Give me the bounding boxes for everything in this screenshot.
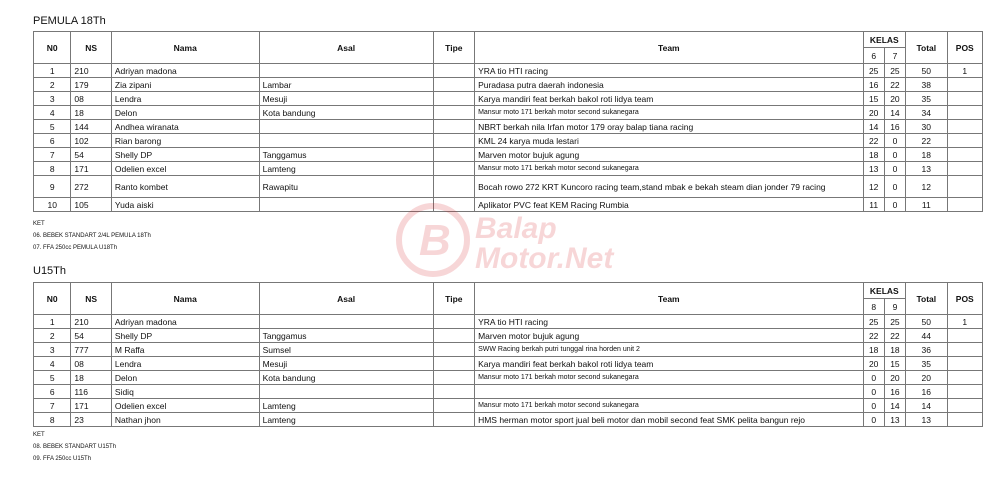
cell-nama: Sidiq xyxy=(111,385,259,399)
cell-no: 3 xyxy=(34,343,71,357)
cell-ns: 105 xyxy=(71,198,111,212)
cell-ns: 272 xyxy=(71,176,111,198)
cell-kelas-2: 25 xyxy=(884,315,905,329)
cell-ns: 116 xyxy=(71,385,111,399)
cell-no: 4 xyxy=(34,106,71,120)
cell-pos xyxy=(947,134,982,148)
cell-kelas-2: 0 xyxy=(884,176,905,198)
cell-kelas-1: 12 xyxy=(863,176,884,198)
cell-team: NBRT berkah nila Irfan motor 179 oray balap tiana racing xyxy=(475,120,864,134)
cell-pos xyxy=(947,371,982,385)
cell-pos: 1 xyxy=(947,315,982,329)
cell-asal: Mesuji xyxy=(259,357,433,371)
cell-kelas-1: 25 xyxy=(863,64,884,78)
cell-tipe xyxy=(433,106,474,120)
note-line: 07. FFA 250cc PEMULA U18Th xyxy=(33,245,118,251)
table-row xyxy=(34,64,983,78)
results-table xyxy=(33,31,983,212)
cell-ns: 102 xyxy=(71,134,111,148)
table-row xyxy=(34,176,983,198)
watermark-text-2: Motor.Net xyxy=(475,242,614,275)
cell-no: 6 xyxy=(34,385,71,399)
cell-nama: M Raffa xyxy=(111,343,259,357)
cell-kelas-1: 0 xyxy=(863,385,884,399)
cell-ns: 144 xyxy=(71,120,111,134)
cell-tipe xyxy=(433,64,474,78)
cell-kelas-1: 13 xyxy=(863,162,884,176)
cell-kelas-1: 0 xyxy=(863,399,884,413)
cell-asal xyxy=(259,315,433,329)
cell-total: 35 xyxy=(906,357,947,371)
cell-kelas-2: 13 xyxy=(884,413,905,427)
table-row xyxy=(34,120,983,134)
cell-total: 50 xyxy=(906,64,947,78)
cell-asal xyxy=(259,64,433,78)
col-kelas-1-header: 8 xyxy=(863,299,884,315)
cell-asal: Tanggamus xyxy=(259,148,433,162)
cell-pos xyxy=(947,148,982,162)
cell-nama: Shelly DP xyxy=(111,148,259,162)
cell-ns: 777 xyxy=(71,343,111,357)
cell-total: 22 xyxy=(906,134,947,148)
cell-ns: 179 xyxy=(71,78,111,92)
col-asal-header: Asal xyxy=(259,32,433,64)
cell-pos xyxy=(947,329,982,343)
cell-total: 38 xyxy=(906,78,947,92)
cell-tipe xyxy=(433,343,474,357)
cell-ns: 18 xyxy=(71,106,111,120)
cell-tipe xyxy=(433,176,474,198)
col-ns-header: NS xyxy=(71,32,111,64)
cell-asal xyxy=(259,198,433,212)
cell-pos xyxy=(947,357,982,371)
cell-ns: 171 xyxy=(71,399,111,413)
note-line: 08. BEBEK STANDART U15Th xyxy=(33,444,117,450)
cell-total: 44 xyxy=(906,329,947,343)
col-kelas-2-header: 7 xyxy=(884,48,905,64)
cell-no: 2 xyxy=(34,78,71,92)
cell-pos xyxy=(947,413,982,427)
cell-team: YRA tio HTI racing xyxy=(475,315,864,329)
table-row xyxy=(34,385,983,399)
table-row xyxy=(34,92,983,106)
col-kelas-1-header: 6 xyxy=(863,48,884,64)
cell-asal: Rawapitu xyxy=(259,176,433,198)
cell-kelas-1: 20 xyxy=(863,106,884,120)
cell-pos xyxy=(947,78,982,92)
cell-ns: 210 xyxy=(71,64,111,78)
cell-kelas-1: 11 xyxy=(863,198,884,212)
cell-asal: Sumsel xyxy=(259,343,433,357)
watermark-text-1: Balap xyxy=(475,212,557,245)
note-line: KET xyxy=(33,221,45,227)
note-line: 06. BEBEK STANDART 2/4L PEMULA 18Th xyxy=(33,233,151,239)
cell-total: 14 xyxy=(906,399,947,413)
cell-asal: Lamteng xyxy=(259,399,433,413)
cell-tipe xyxy=(433,371,474,385)
table-row xyxy=(34,371,983,385)
cell-total: 35 xyxy=(906,92,947,106)
cell-ns: 54 xyxy=(71,148,111,162)
cell-nama: Delon xyxy=(111,371,259,385)
cell-no: 3 xyxy=(34,92,71,106)
cell-total: 12 xyxy=(906,176,947,198)
table-row xyxy=(34,162,983,176)
cell-kelas-2: 0 xyxy=(884,162,905,176)
col-pos-header: POS xyxy=(947,32,982,64)
cell-total: 20 xyxy=(906,371,947,385)
cell-no: 8 xyxy=(34,162,71,176)
section-title: U15Th xyxy=(33,265,67,277)
cell-pos xyxy=(947,120,982,134)
cell-team: Mansur moto 171 berkah motor second sukanegara xyxy=(475,399,864,413)
cell-team xyxy=(475,385,864,399)
balapmotor-watermark-logo xyxy=(395,200,695,280)
cell-kelas-1: 16 xyxy=(863,78,884,92)
cell-kelas-1: 14 xyxy=(863,120,884,134)
cell-ns: 54 xyxy=(71,329,111,343)
col-nama-header: Nama xyxy=(111,283,259,315)
col-pos-header: POS xyxy=(947,283,982,315)
cell-team: Aplikator PVC feat KEM Racing Rumbia xyxy=(475,198,864,212)
cell-kelas-1: 22 xyxy=(863,134,884,148)
cell-team: Karya mandiri feat berkah bakol roti lidya team xyxy=(475,92,864,106)
cell-tipe xyxy=(433,385,474,399)
results-table xyxy=(33,282,983,427)
cell-pos xyxy=(947,198,982,212)
svg-text:B: B xyxy=(419,216,451,265)
cell-team: SWW Racing berkah putri tunggal rina horden unit 2 xyxy=(475,343,864,357)
cell-kelas-1: 15 xyxy=(863,92,884,106)
cell-tipe xyxy=(433,78,474,92)
section-title: PEMULA 18Th xyxy=(33,15,106,27)
table-row xyxy=(34,106,983,120)
cell-kelas-2: 16 xyxy=(884,385,905,399)
cell-pos xyxy=(947,399,982,413)
cell-no: 2 xyxy=(34,329,71,343)
col-tipe-header: Tipe xyxy=(433,32,474,64)
cell-tipe xyxy=(433,120,474,134)
cell-nama: Odelien excel xyxy=(111,162,259,176)
cell-asal: Lambar xyxy=(259,78,433,92)
cell-no: 1 xyxy=(34,64,71,78)
cell-asal: Lamteng xyxy=(259,162,433,176)
cell-nama: Andhea wiranata xyxy=(111,120,259,134)
cell-no: 7 xyxy=(34,148,71,162)
notes-block xyxy=(33,429,116,465)
cell-tipe xyxy=(433,134,474,148)
cell-total: 36 xyxy=(906,343,947,357)
cell-tipe xyxy=(433,329,474,343)
col-no-header: N0 xyxy=(34,283,71,315)
cell-team: Puradasa putra daerah indonesia xyxy=(475,78,864,92)
cell-nama: Ranto kombet xyxy=(111,176,259,198)
cell-team: Marven motor bujuk agung xyxy=(475,329,864,343)
cell-no: 4 xyxy=(34,357,71,371)
col-tipe-header: Tipe xyxy=(433,283,474,315)
cell-team: Mansur moto 171 berkah motor second sukanegara xyxy=(475,162,864,176)
cell-asal xyxy=(259,120,433,134)
cell-pos xyxy=(947,176,982,198)
table-row xyxy=(34,315,983,329)
cell-kelas-2: 16 xyxy=(884,120,905,134)
cell-ns: 171 xyxy=(71,162,111,176)
cell-tipe xyxy=(433,413,474,427)
cell-no: 5 xyxy=(34,371,71,385)
cell-nama: Delon xyxy=(111,106,259,120)
cell-ns: 18 xyxy=(71,371,111,385)
cell-team: YRA tio HTI racing xyxy=(475,64,864,78)
cell-kelas-2: 0 xyxy=(884,148,905,162)
cell-ns: 23 xyxy=(71,413,111,427)
cell-pos xyxy=(947,106,982,120)
cell-kelas-2: 20 xyxy=(884,371,905,385)
cell-kelas-2: 22 xyxy=(884,78,905,92)
col-ns-header: NS xyxy=(71,283,111,315)
col-total-header: Total xyxy=(906,283,947,315)
cell-total: 13 xyxy=(906,413,947,427)
cell-team: Karya mandiri feat berkah bakol roti lidya team xyxy=(475,357,864,371)
cell-kelas-2: 0 xyxy=(884,134,905,148)
col-total-header: Total xyxy=(906,32,947,64)
table-row xyxy=(34,134,983,148)
cell-kelas-1: 0 xyxy=(863,371,884,385)
col-asal-header: Asal xyxy=(259,283,433,315)
cell-kelas-2: 15 xyxy=(884,357,905,371)
cell-team: KML 24 karya muda lestari xyxy=(475,134,864,148)
cell-kelas-2: 22 xyxy=(884,329,905,343)
cell-nama: Yuda aiski xyxy=(111,198,259,212)
cell-asal: Kota bandung xyxy=(259,106,433,120)
cell-nama: Odelien excel xyxy=(111,399,259,413)
cell-team: HMS herman motor sport jual beli motor dan mobil second feat SMK pelita bangun rejo xyxy=(475,413,864,427)
cell-team: Mansur moto 171 berkah motor second sukanegara xyxy=(475,106,864,120)
cell-pos xyxy=(947,92,982,106)
cell-kelas-1: 18 xyxy=(863,343,884,357)
table-row xyxy=(34,148,983,162)
col-team-header: Team xyxy=(475,283,864,315)
note-line: KET xyxy=(33,432,45,438)
table-row xyxy=(34,343,983,357)
cell-pos xyxy=(947,162,982,176)
col-team-header: Team xyxy=(475,32,864,64)
cell-kelas-1: 20 xyxy=(863,357,884,371)
cell-asal: Mesuji xyxy=(259,92,433,106)
cell-total: 16 xyxy=(906,385,947,399)
cell-nama: Adriyan madona xyxy=(111,64,259,78)
cell-tipe xyxy=(433,357,474,371)
cell-pos: 1 xyxy=(947,64,982,78)
col-nama-header: Nama xyxy=(111,32,259,64)
cell-kelas-2: 14 xyxy=(884,399,905,413)
table-row xyxy=(34,399,983,413)
cell-kelas-2: 14 xyxy=(884,106,905,120)
cell-total: 11 xyxy=(906,198,947,212)
notes-block xyxy=(33,218,151,254)
cell-no: 9 xyxy=(34,176,71,198)
cell-total: 13 xyxy=(906,162,947,176)
table-row xyxy=(34,357,983,371)
cell-tipe xyxy=(433,92,474,106)
cell-kelas-2: 0 xyxy=(884,198,905,212)
cell-team: Marven motor bujuk agung xyxy=(475,148,864,162)
cell-tipe xyxy=(433,315,474,329)
cell-asal: Lamteng xyxy=(259,413,433,427)
table-row xyxy=(34,413,983,427)
cell-nama: Shelly DP xyxy=(111,329,259,343)
table-row xyxy=(34,198,983,212)
cell-total: 50 xyxy=(906,315,947,329)
cell-no: 5 xyxy=(34,120,71,134)
col-kelas-2-header: 9 xyxy=(884,299,905,315)
col-kelas-header: KELAS xyxy=(863,283,905,299)
table-row xyxy=(34,78,983,92)
cell-kelas-1: 0 xyxy=(863,413,884,427)
cell-total: 34 xyxy=(906,106,947,120)
cell-tipe xyxy=(433,198,474,212)
col-no-header: N0 xyxy=(34,32,71,64)
cell-no: 6 xyxy=(34,134,71,148)
cell-no: 7 xyxy=(34,399,71,413)
cell-kelas-1: 25 xyxy=(863,315,884,329)
note-line: 09. FFA 250cc U15Th xyxy=(33,456,92,462)
cell-kelas-2: 25 xyxy=(884,64,905,78)
cell-total: 18 xyxy=(906,148,947,162)
cell-tipe xyxy=(433,162,474,176)
cell-total: 30 xyxy=(906,120,947,134)
cell-team: Mansur moto 171 berkah motor second sukanegara xyxy=(475,371,864,385)
cell-kelas-1: 22 xyxy=(863,329,884,343)
cell-asal: Kota bandung xyxy=(259,371,433,385)
cell-no: 1 xyxy=(34,315,71,329)
cell-ns: 210 xyxy=(71,315,111,329)
cell-asal: Tanggamus xyxy=(259,329,433,343)
cell-ns: 08 xyxy=(71,357,111,371)
cell-team: Bocah rowo 272 KRT Kuncoro racing team,stand mbak e bekah steam dian jonder 79 racing xyxy=(475,176,864,198)
col-kelas-header: KELAS xyxy=(863,32,905,48)
cell-nama: Rian barong xyxy=(111,134,259,148)
cell-nama: Adriyan madona xyxy=(111,315,259,329)
cell-asal xyxy=(259,134,433,148)
cell-no: 8 xyxy=(34,413,71,427)
cell-nama: Lendra xyxy=(111,357,259,371)
cell-no: 10 xyxy=(34,198,71,212)
cell-nama: Nathan jhon xyxy=(111,413,259,427)
table-row xyxy=(34,329,983,343)
cell-tipe xyxy=(433,399,474,413)
cell-asal xyxy=(259,385,433,399)
cell-pos xyxy=(947,343,982,357)
cell-kelas-2: 18 xyxy=(884,343,905,357)
cell-tipe xyxy=(433,148,474,162)
cell-nama: Zia zipani xyxy=(111,78,259,92)
cell-kelas-1: 18 xyxy=(863,148,884,162)
cell-ns: 08 xyxy=(71,92,111,106)
cell-kelas-2: 20 xyxy=(884,92,905,106)
cell-pos xyxy=(947,385,982,399)
cell-nama: Lendra xyxy=(111,92,259,106)
